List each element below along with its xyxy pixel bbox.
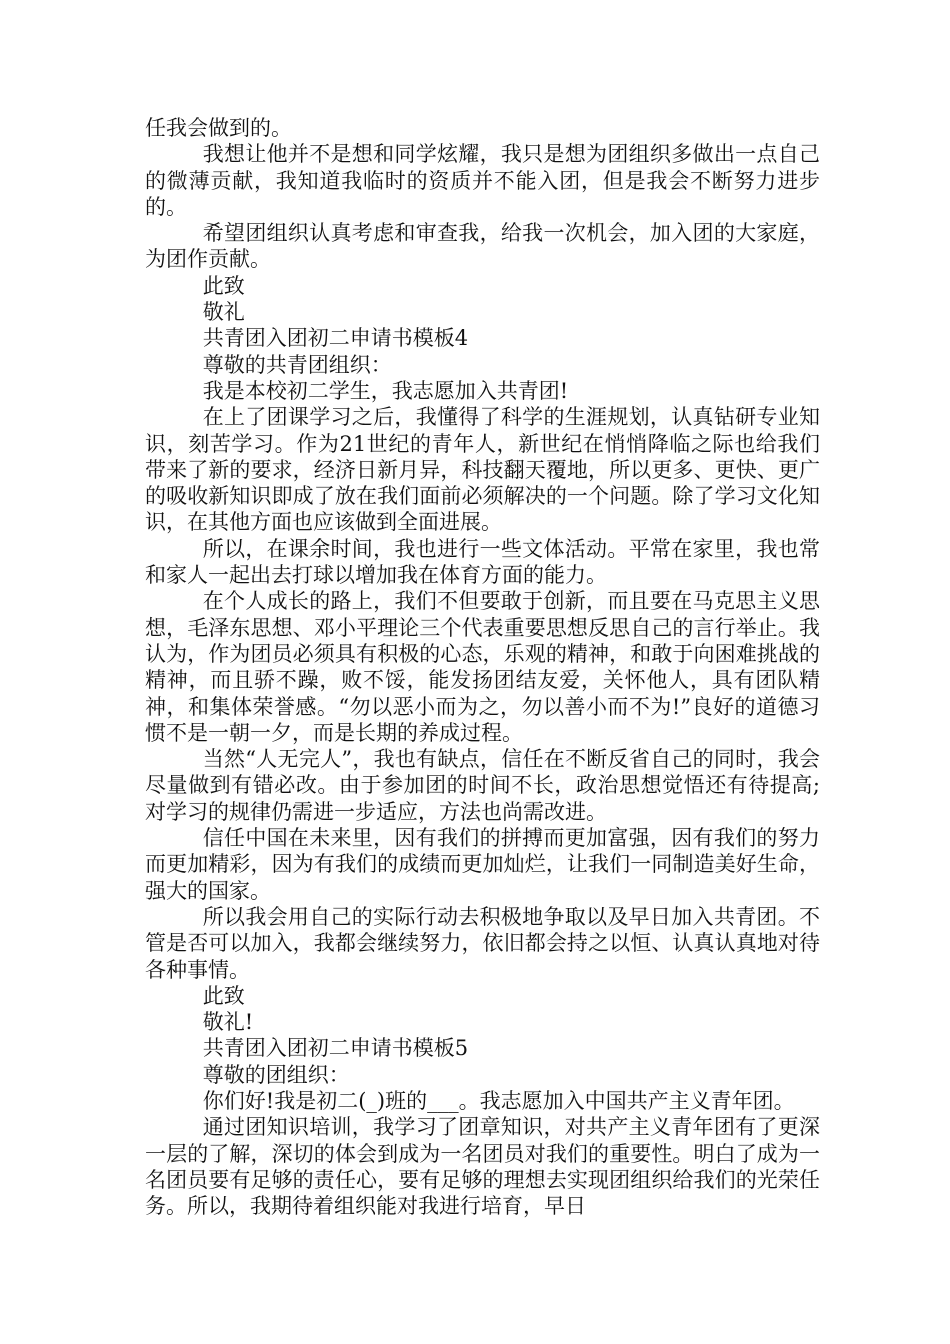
paragraph: 在个人成长的路上，我们不但要敢于创新，而且要在马克思主义思想，毛泽东思想、邓小平理论三个代表重要思想反思自己的言行举止。我认为，作为团员必须具有积极的心态，乐观的精神，和敢于向困难挑战的精神，而且骄不躁，败不馁，能发扬团结友爱，关怀他人，具有团队精神，和集体荣誉感。“勿以恶小而为之，勿以善小而不为!”良好的道德习惯不是一朝一夕，而是长期的养成过程。 xyxy=(145,589,820,745)
paragraph: 在上了团课学习之后，我懂得了科学的生涯规划，认真钻研专业知识，刻苦学习。作为21世纪的青年人，新世纪在悄悄降临之际也给我们带来了新的要求，经济日新月异，科技翻天覆地，所以更多、更快、更广的吸收新知识即成了放在我们面前必须解决的一个问题。除了学习文化知识，在其他方面也应该做到全面进展。 xyxy=(145,405,820,535)
paragraph: 所以，在课余时间，我也进行一些文体活动。平常在家里，我也常和家人一起出去打球以增加我在体育方面的能力。 xyxy=(145,536,820,588)
paragraph: 你们好!我是初二(_)班的___。我志愿加入中国共产主义青年团。 xyxy=(202,1088,795,1113)
closing-line: 此致 xyxy=(202,273,245,298)
section-title: 共青团入团初二申请书模板5 xyxy=(202,1036,469,1061)
paragraph: 当然“人无完人”，我也有缺点，信任在不断反省自己的同时，我会尽量做到有错必改。由于参加团的时间不长，政治思想觉悟还有待提高;对学习的规律仍需进一步适应，方法也尚需改进。 xyxy=(145,747,820,824)
salutation: 尊敬的共青团组织： xyxy=(202,352,392,377)
paragraph-continuation: 任我会做到的。 xyxy=(145,116,292,140)
opening-line: 我是本校初二学生，我志愿加入共青团! xyxy=(202,378,569,403)
closing-line: 敬礼 xyxy=(202,300,245,325)
paragraph: 所以我会用自己的实际行动去积极地争取以及早日加入共青团。不管是否可以加入，我都会继续努力，依旧都会持之以恒、认真认真地对待各种事情。 xyxy=(145,904,820,982)
closing-line: 此致 xyxy=(202,983,245,1008)
paragraph: 我想让他并不是想和同学炫耀，我只是想为团组织多做出一点自己的微薄贡献，我知道我临时的资质并不能入团，但是我会不断努力进步的。 xyxy=(145,142,820,219)
salutation: 尊敬的团组织： xyxy=(202,1062,350,1087)
paragraph: 信任中国在未来里，因有我们的拼搏而更加富强，因有我们的努力而更加精彩，因为有我们的成绩而更加灿烂，让我们一同制造美好生命，强大的国家。 xyxy=(145,826,820,903)
paragraph: 希望团组织认真考虑和审查我，给我一次机会，加入团的大家庭，为团作贡献。 xyxy=(145,221,820,272)
document-page xyxy=(145,115,820,1219)
paragraph: 通过团知识培训，我学习了团章知识，对共产主义青年团有了更深一层的了解，深切的体会到成为一名团员对我们的重要性。明白了成为一名团员要有足够的责任心，要有足够的理想去实现团组织给我们的光荣任务。所以，我期待着组织能对我进行培育，早日 xyxy=(145,1115,820,1219)
closing-line: 敬礼! xyxy=(202,1010,254,1035)
section-title: 共青团入团初二申请书模板4 xyxy=(202,326,469,351)
